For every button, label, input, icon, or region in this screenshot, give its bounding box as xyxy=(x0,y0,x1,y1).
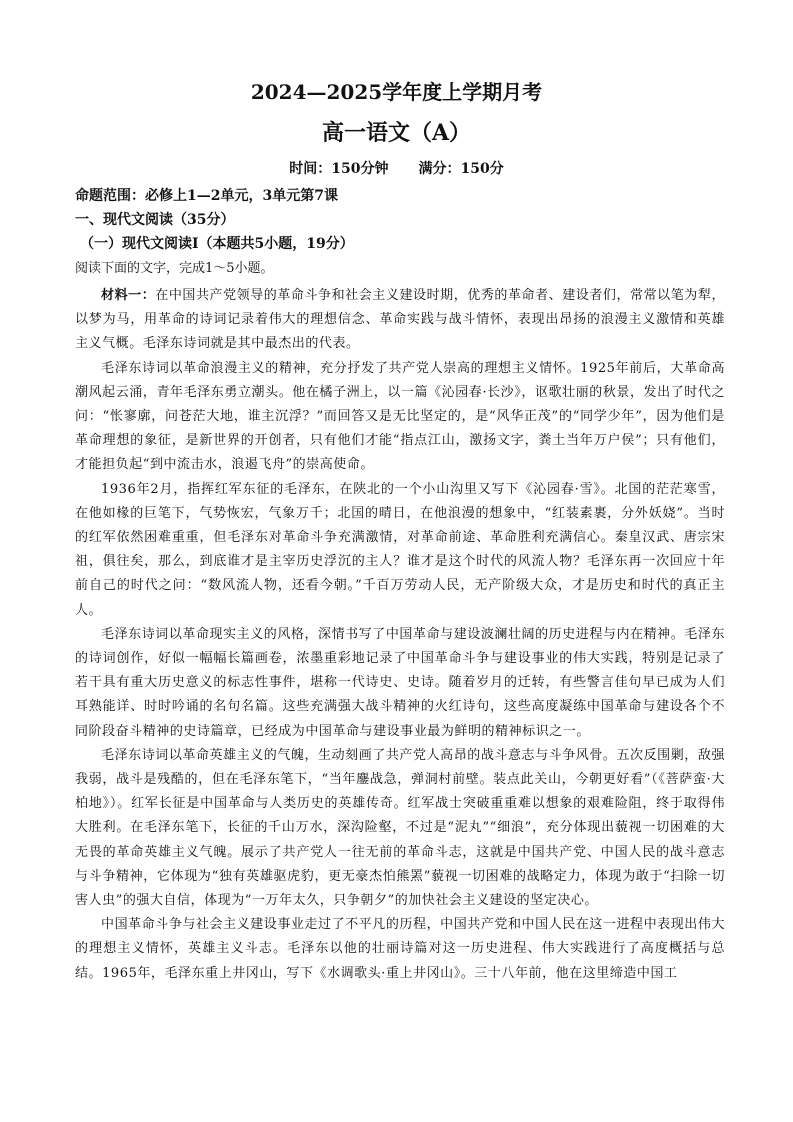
exam-meta xyxy=(0,158,793,180)
passage-paragraph xyxy=(75,284,725,357)
passage-paragraph: 中国革命斗争与社会主义建设事业走过了不平凡的历程，中国共产党和中国人民在这一进程中表现出伟大的理想主义情怀，英雄主义斗志。毛泽东以他的壮丽诗篇对这一历史进程、伟大实践进行了高度概括与总结。1965年，毛泽东重上井冈山，写下《水调歌头·重上井冈山》。三十八年前，他在这里缔造中国工 xyxy=(75,917,725,981)
exam-title: 2024—2025学年度上学期月考 xyxy=(250,80,543,104)
section-title: 一、现代文阅读（35分） xyxy=(75,212,235,228)
reading-instruction: 阅读下面的文字，完成1～5小题。 xyxy=(75,261,274,276)
passage-paragraph: 毛泽东诗词以革命英雄主义的气魄，生动刻画了共产党人高昂的战斗意志与斗争风骨。五次反围剿，敌强我弱，战斗是残酷的，但在毛泽东笔下，“当年鏖战急，弹洞村前壁。装点此关山，今朝更好看”（《菩萨蛮·大柏地》）。红军长征是中国革命与人类历史的英雄传奇。红军战士突破重重难以想象的艰难险阻，终于取得伟大胜利。在毛泽东笔下，长征的千山万水，深沟险壑，不过是“泥丸”“细浪”，充分体现出藐视一切困难的大无畏的革命英雄主义气魄。展示了共产党人一往无前的革命斗志，这就是中国共产党、中国人民的战斗意志与斗争精神，它体现为“独有英雄驱虎豹，更无豪杰怕熊罴”藐视一切困难的战略定力，体现为敢于“扫除一切害人虫”的强大自信，体现为“一万年太久，只争朝夕”的加快社会主义建设的坚定决心。 xyxy=(75,747,725,909)
passage-paragraph: 1936年2月，指挥红军东征的毛泽东，在陕北的一个小山沟里又写下《沁园春·雪》。北国的茫茫寒雪，在他如椽的巨笔下，气势恢宏，气象万千；北国的晴日，在他浪漫的想象中，“红装素裹，分外妖娆”。当时的红军依然困难重重，但毛泽东对革命斗争充满激情，对革命前途、革命胜利充满信心。秦皇汉武、唐宗宋祖，俱往矣，那么，到底谁才是主宰历史浮沉的主人？谁才是这个时代的风流人物？毛泽东再一次回应十年前自己的时代之问：“数风流人物，还看今朝。”千百万劳动人民，无产阶级大众，才是历史和时代的真正主人。 xyxy=(75,481,725,618)
exam-subtitle: 高一语文（A） xyxy=(321,120,472,146)
score-label: 满分：150分 xyxy=(418,161,504,177)
subsection-title: （一）现代文阅读Ⅰ（本题共5小题，19分） xyxy=(80,236,354,252)
paragraph-text: 在中国共产党领导的革命斗争和社会主义建设时期，优秀的革命者、建设者们，常常以笔为犁，以梦为马，用革命的诗词记录着伟大的理想信念、革命实践与战斗情怀，表现出昂扬的浪漫主义激情和英雄主义气概。毛泽东诗词就是其中最杰出的代表。 xyxy=(75,288,725,352)
reading-passage xyxy=(75,284,725,986)
exam-scope: 命题范围：必修上1—2单元，3单元第7课 xyxy=(75,188,338,204)
material-label: 材料一： xyxy=(101,288,156,303)
time-label: 时间：150分钟 xyxy=(289,161,389,177)
passage-paragraph: 毛泽东诗词以革命浪漫主义的精神，充分抒发了共产党人崇高的理想主义情怀。1925年前后，大革命高潮风起云涌，青年毛泽东勇立潮头。他在橘子洲上，以一篇《沁园春·长沙》，讴歌壮丽的秋景，发出了时代之问：“怅寥廓，问苍茫大地，谁主沉浮？”而回答又是无比坚定的，是“风华正茂”的“同学少年”，因为他们是革命理想的象征，是新世界的开创者，只有他们才能“指点江山，激扬文字，粪土当年万户侯”；只有他们，才能担负起“到中流击水，浪遏飞舟”的崇高使命。 xyxy=(75,360,725,473)
passage-paragraph: 毛泽东诗词以革命现实主义的风格，深情书写了中国革命与建设波澜壮阔的历史进程与内在精神。毛泽东的诗词创作，好似一幅幅长篇画卷，浓墨重彩地记录了中国革命斗争与建设事业的伟大实践，特别是记录了若干具有重大历史意义的标志性事件，堪称一代诗史、史诗。随着岁月的迁转，有些警言佳句早已成为人们耳熟能详、时时吟诵的名句名篇。这些充满强大战斗精神的火红诗句，这些高度凝练中国革命与建设各个不同阶段奋斗精神的史诗篇章，已经成为中国革命与建设事业最为鲜明的精神标识之一。 xyxy=(75,626,725,739)
